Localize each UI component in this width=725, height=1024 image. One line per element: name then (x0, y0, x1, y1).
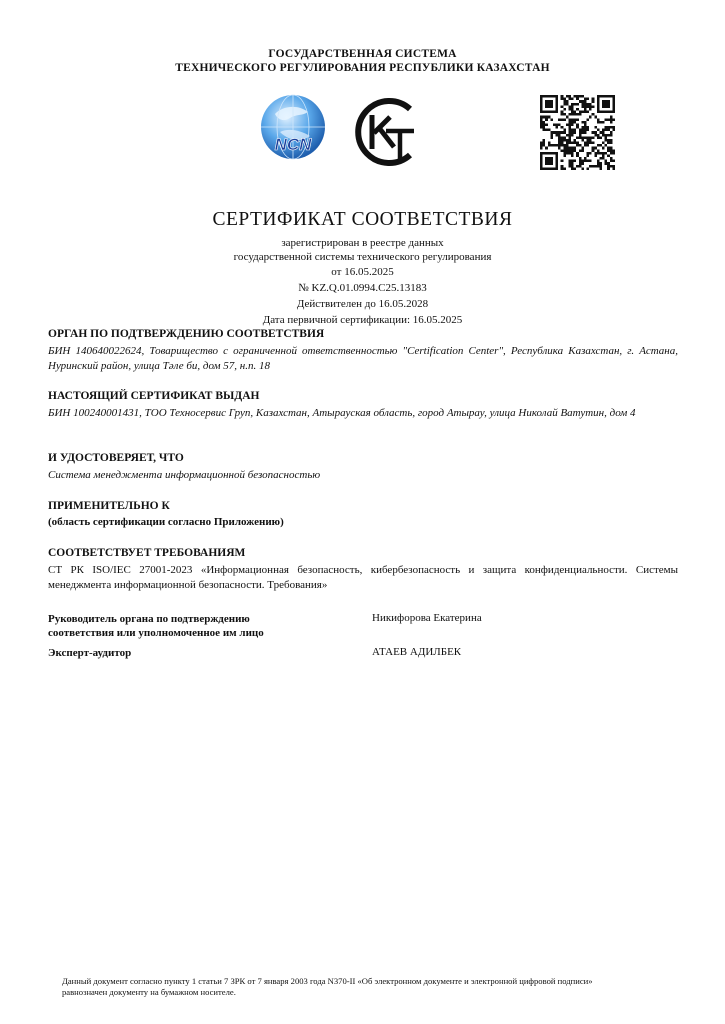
head-signatory-name: Никифорова Екатерина (372, 612, 482, 624)
head-signatory-label (48, 612, 328, 640)
registered-line-2: государственной системы технического регулирования (233, 251, 492, 263)
header-line-1: ГОСУДАРСТВЕННАЯ СИСТЕМА (268, 48, 457, 60)
section-title-issued-to: НАСТОЯЩИЙ СЕРТИФИКАТ ВЫДАН (48, 390, 260, 402)
footer-line-2: равнозначен документу на бумажном носителе. (62, 987, 236, 997)
section-title-complies: СООТВЕТСТВУЕТ ТРЕБОВАНИЯМ (48, 547, 246, 559)
section-title-certifies: И УДОСТОВЕРЯЕТ, ЧТО (48, 452, 184, 464)
ncn-logo-text: NCN (274, 135, 312, 154)
certificate-number: № KZ.Q.01.0994.C25.13183 (298, 282, 427, 294)
section-text-complies: СТ РК ISO/IEC 27001-2023 «Информационная безопасность, кибербезопасность и защита конфиденциальности. Системы менеджмента информационной безопасности. Требования» (48, 564, 678, 591)
auditor-label: Эксперт-аудитор (48, 647, 132, 659)
head-label-line-2: соответствия или уполномоченное им лицо (48, 627, 264, 639)
section-text-applicable: (область сертификации согласно Приложению) (48, 516, 284, 528)
certificate-title: СЕРТИФИКАТ СООТВЕТСТВИЯ (212, 209, 513, 230)
header-line-2: ТЕХНИЧЕСКОГО РЕГУЛИРОВАНИЯ РЕСПУБЛИКИ КАЗАХСТАН (175, 62, 550, 74)
valid-until: Действителен до 16.05.2028 (296, 298, 429, 310)
section-text-body: БИН 140640022624, Товарищество с ограниченной ответственностью "Certification Center", Республика Казахстан, г. Астана, Нуринский район, улица Тәле би, дом 57, н.п. 18 (48, 345, 678, 372)
section-title-applicable: ПРИМЕНИТЕЛЬНО К (48, 500, 170, 512)
kt-conformity-mark (350, 95, 422, 169)
auditor-name: АТАЕВ АДИЛБЕК (372, 646, 462, 658)
section-text-certifies: Система менеджмента информационной безопасностью (48, 469, 321, 481)
footer-line-1: Данный документ согласно пункту 1 статьи 7 ЗРК от 7 января 2003 года N370-II «Об электронном документе и электронной цифровой подписи» (62, 976, 593, 986)
qr-code (540, 95, 615, 170)
first-certification-date: Дата первичной сертификации: 16.05.2025 (262, 314, 463, 326)
registered-line-1: зарегистрирован в реестре данных (281, 237, 444, 249)
legal-footer (62, 976, 682, 998)
head-label-line-1: Руководитель органа по подтверждению (48, 613, 250, 625)
registration-date: от 16.05.2025 (331, 266, 394, 278)
section-title-body: ОРГАН ПО ПОДТВЕРЖДЕНИЮ СООТВЕТСТВИЯ (48, 328, 325, 340)
ncn-logo (250, 92, 336, 164)
section-text-issued-to: БИН 100240001431, ТОО Техносервис Груп, Казахстан, Атырауская область, город Атырау, улица Николай Ватутин, дом 4 (48, 407, 636, 419)
